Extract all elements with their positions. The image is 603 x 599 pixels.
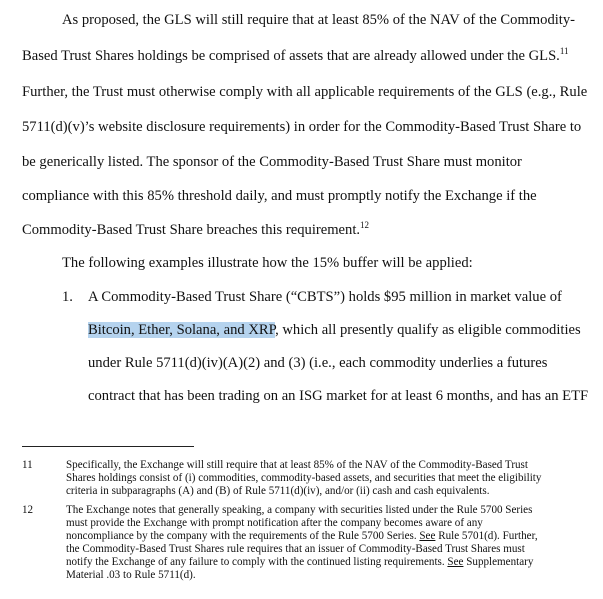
footnote-ref: 12 <box>360 220 370 230</box>
footnote-separator <box>22 446 194 447</box>
footnote-line: must provide the Exchange with prompt notification after the company becomes aware of any <box>66 517 483 529</box>
body-line: Commodity-Based Trust Share breaches this requirement.$^{12}$ <box>22 220 370 238</box>
footnote-ref: 11 <box>559 46 569 56</box>
footnote-line: Shares holdings consist of (i) commodities, commodity-based assets, and securities that meet the eligibility <box>66 472 542 484</box>
footnote-number: 12 <box>22 504 34 516</box>
see-citation: See <box>419 530 436 542</box>
footnote-line: noncompliance by the company with the requirements of the Rule 5700 Series. See Rule 5701(d). Further, <box>66 530 538 542</box>
body-line: As proposed, the GLS will still require that at least 85% of the NAV of the Commodity- <box>62 12 576 28</box>
body-line: Further, the Trust must otherwise comply with all applicable requirements of the GLS (e.g., Rule <box>22 84 588 100</box>
list-line: under Rule 5711(d)(iv)(A)(2) and (3) (i.e., each commodity underlies a futures <box>88 355 548 371</box>
body-line: compliance with this 85% threshold daily, and must promptly notify the Exchange if the <box>22 188 537 204</box>
list-line: A Commodity-Based Trust Share (“CBTS”) holds $95 million in market value of <box>88 289 562 305</box>
list-number: 1. <box>62 289 73 305</box>
text-selection-highlight[interactable]: Bitcoin, Ether, Solana, and XRP <box>88 322 276 338</box>
body-line: The following examples illustrate how the 15% buffer will be applied: <box>62 255 473 271</box>
footnote-line: the Commodity-Based Trust Shares rule requires that an issuer of Commodity-Based Trust Shares must <box>66 543 525 555</box>
body-line: be generically listed. The sponsor of the Commodity-Based Trust Share must monitor <box>22 154 522 170</box>
footnote-line: Specifically, the Exchange will still require that at least 85% of the NAV of the Commodity-Based Trust <box>66 459 528 471</box>
footnote-line: notify the Exchange of any failure to comply with the continued listing requirements. See Supplementary <box>66 556 534 568</box>
footnote-line: Material .03 to Rule 5711(d). <box>66 569 196 581</box>
footnote-number: 11 <box>22 459 33 471</box>
list-line: Bitcoin, Ether, Solana, and XRP, which all presently qualify as eligible commodities <box>88 322 581 338</box>
footnote-line: The Exchange notes that generally speaking, a company with securities listed under the Rule 5700 Series <box>66 504 533 516</box>
footnote-line: criteria in subparagraphs (A) and (B) of Rule 5711(d)(iv), and/or (ii) cash and cash equivalents. <box>66 485 490 497</box>
see-citation: See <box>447 556 464 568</box>
list-line: contract that has been trading on an ISG market for at least 6 months, and has an ETF <box>88 388 589 404</box>
body-line: 5711(d)(v)’s website disclosure requirements) in order for the Commodity-Based Trust Share to <box>22 119 582 135</box>
body-line: Based Trust Shares holdings be comprised of assets that are already allowed under the GLS.$^{11}$ <box>22 46 569 64</box>
